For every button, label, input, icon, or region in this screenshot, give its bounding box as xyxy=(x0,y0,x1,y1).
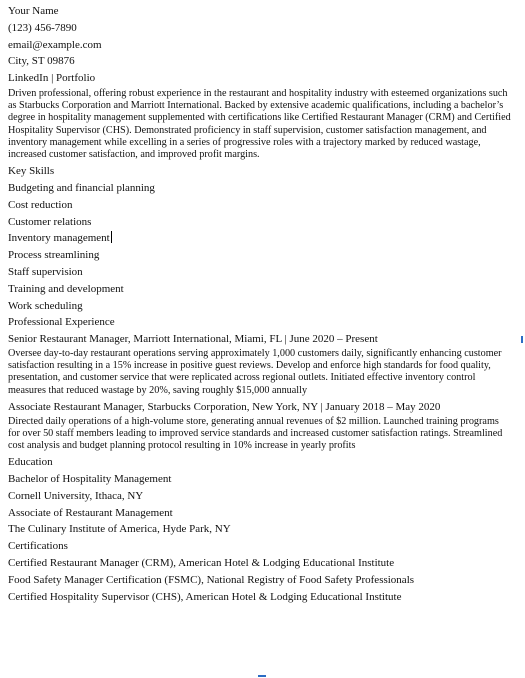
skill-item: Customer relations xyxy=(8,215,92,228)
certifications-heading: Certifications xyxy=(8,540,68,553)
skill-item: Work scheduling xyxy=(8,299,83,312)
education-school: Cornell University, Ithaca, NY xyxy=(8,489,144,502)
contact-name: Your Name xyxy=(8,5,59,17)
certification-item: Certified Restaurant Manager (CRM), American Hotel & Lodging Educational Institute xyxy=(8,556,395,569)
skills-heading: Key Skills xyxy=(8,165,55,178)
education-degree: Bachelor of Hospitality Management xyxy=(8,472,172,485)
margin-marker xyxy=(521,336,523,343)
contact-phone: (123) 456-7890 xyxy=(8,21,77,34)
job-description: Directed daily operations of a high-volume store, generating annual revenues of $2 million. Launched training programs for over 50 staff members leading to improved service standards and increased customer satisfaction ratings. Streamlined cost analysis and budget planning protocol resulting in 10% increase in yearly profits xyxy=(8,415,503,451)
professional-summary: Driven professional, offering robust experience in the restaurant and hospitality industry with esteemed organizations such as Starbucks Corporation and Marriott International. Backed by extensive academic qualifications, including a bachelor’s degree in hospitality management supplemented with certifications like Certified Restaurant Manager (CRM) and Certified Hospitality Supervisor (CHS). Demonstrated proficiency in staff supervision, customer satisfaction management, and inventory management while excelling in a series of progressive roles with a trajectory marked by reduced wastage, increased customer satisfaction, and improved profit margins. xyxy=(8,87,511,160)
contact-location: City, ST 09876 xyxy=(8,55,75,68)
skill-item: Budgeting and financial planning xyxy=(8,182,155,194)
skill-item: Staff supervision xyxy=(8,265,83,278)
resume-document[interactable] xyxy=(8,3,518,605)
education-heading: Education xyxy=(8,456,53,469)
contact-links: LinkedIn | Portfolio xyxy=(8,72,96,85)
skill-item: Process streamlining xyxy=(8,249,100,262)
certification-item: Food Safety Manager Certification (FSMC), National Registry of Food Safety Professionals xyxy=(8,573,415,586)
skill-item: Inventory management xyxy=(8,232,110,245)
education-degree: Associate of Restaurant Management xyxy=(8,506,173,519)
job-title: Associate Restaurant Manager, Starbucks Corporation, New York, NY | January 2018 – May 2020 xyxy=(8,400,441,413)
text-cursor xyxy=(111,231,112,243)
page-break-marker xyxy=(258,675,266,677)
skill-item-with-cursor[interactable] xyxy=(8,230,518,247)
certification-item: Certified Hospitality Supervisor (CHS), American Hotel & Lodging Educational Institute xyxy=(8,590,402,603)
contact-email: email@example.com xyxy=(8,38,102,51)
skill-item: Cost reduction xyxy=(8,198,73,211)
experience-heading: Professional Experience xyxy=(8,316,115,329)
job-title: Senior Restaurant Manager, Marriott International, Miami, FL | June 2020 – Present xyxy=(8,333,378,346)
education-school: The Culinary Institute of America, Hyde Park, NY xyxy=(8,523,231,536)
job-description: Oversee day-to-day restaurant operations serving approximately 1,000 customers daily, significantly enhancing customer satisfaction resulting in a 15% increase in positive guest reviews. Develop and enforce high standards for food quality, presentation, and customer service that were replicated across regional outlets. Initiated effective inventory control measures that reduced wastage by 20%, saving roughly $15,000 annually xyxy=(8,347,502,396)
skill-item: Training and development xyxy=(8,282,124,295)
